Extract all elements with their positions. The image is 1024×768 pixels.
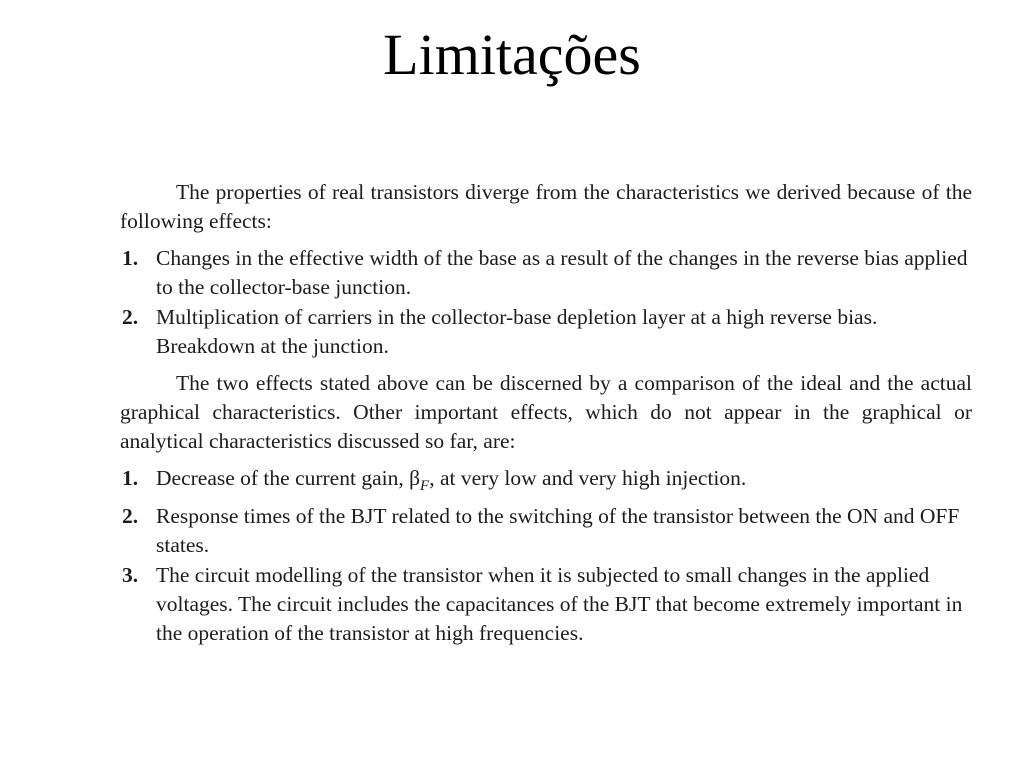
beta-subscript: F [420,478,430,494]
item-number: 3. [122,563,139,587]
second-paragraph: The two effects stated above can be discerned by a comparison of the ideal and the actual graphical characteristics. Other important effects, which do not appear in the graphical or analytical characteristics discussed so far, are: [120,371,972,453]
list-item [120,561,972,648]
effects-list [120,244,972,361]
item-number: 2. [122,305,139,329]
intro-paragraph: The properties of real transistors diverge from the characteristics we derived because of the following effects: [120,180,972,233]
item-text: Response times of the BJT related to the switching of the transistor between the ON and OFF states. [156,504,960,557]
item-number: 1. [122,246,139,270]
list-item [120,464,972,501]
item-text-before: Decrease of the current gain, [156,466,410,490]
item-text: Multiplication of carriers in the collector-base depletion layer at a high reverse bias. Breakdown at the junction. [156,305,878,358]
item-text: Changes in the effective width of the base as a result of the changes in the reverse bias applied to the collector-base junction. [156,246,968,299]
item-text [156,466,747,494]
list-item [120,502,972,560]
item-text-after: , at very low and very high injection. [429,466,747,490]
scanned-text-block [120,178,972,656]
slide-title: Limitações [383,22,641,87]
beta-symbol: β [409,466,421,490]
list-item [120,303,972,361]
item-text: The circuit modelling of the transistor when it is subjected to small changes in the applied voltages. The circuit includes the capacitances of the BJT that become extremely important in the operation of the transistor at high frequencies. [156,563,963,645]
item-number: 2. [122,504,139,528]
item-number: 1. [122,466,139,490]
list-item [120,244,972,302]
other-effects-list [120,464,972,648]
